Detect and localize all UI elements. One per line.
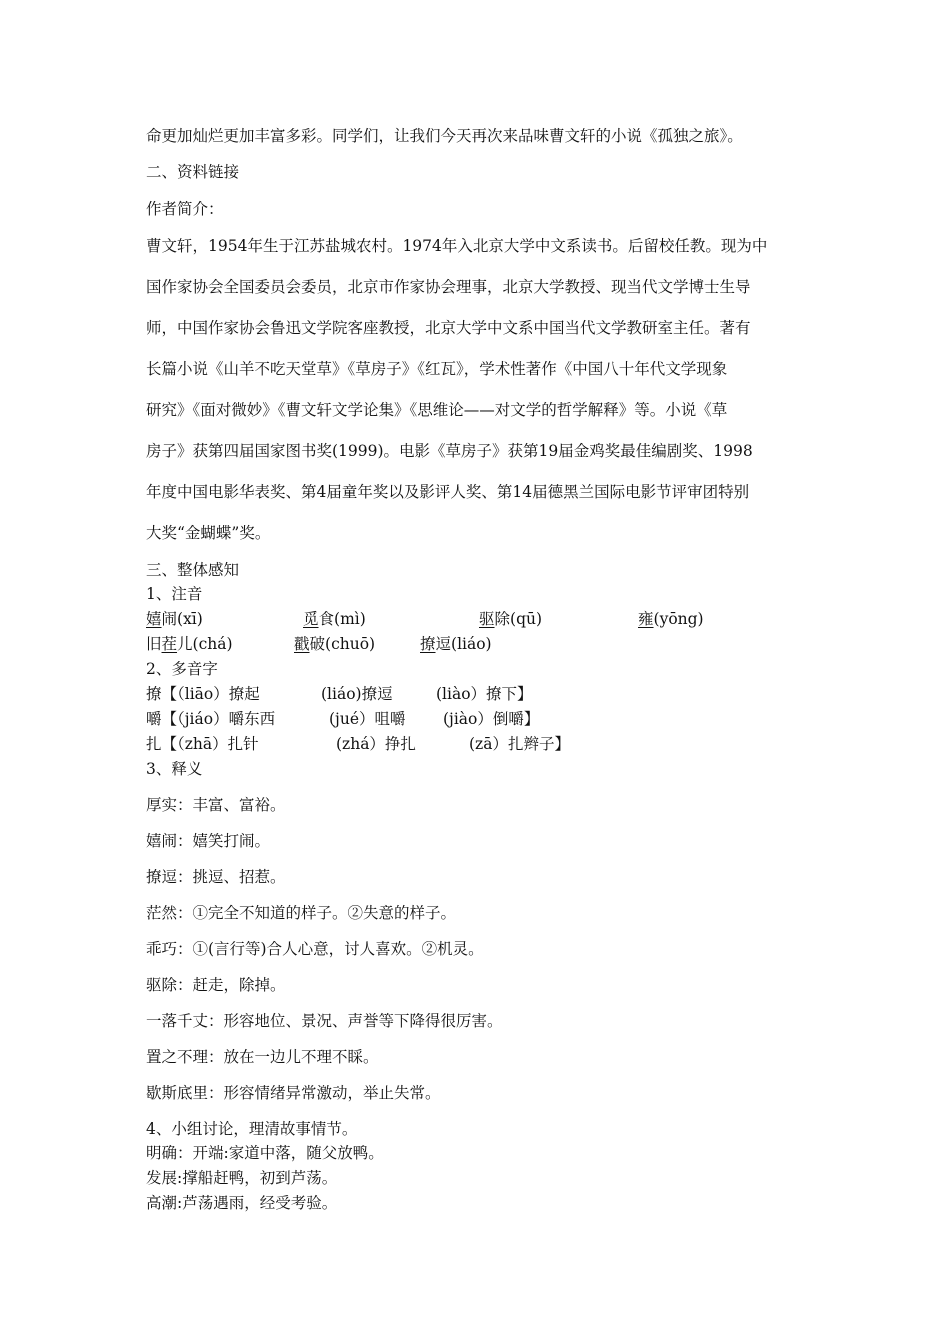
- pinyin-item: 雍(yōng): [638, 610, 704, 628]
- polyphone-col: (liáo)撩逗: [321, 685, 393, 703]
- pinyin-item: 嬉闹(xī): [146, 610, 203, 628]
- polyphone-col: (zhá）挣扎: [336, 735, 416, 753]
- definition-item: 厚实：丰富、富裕。: [146, 796, 286, 814]
- bio-line: 曹文轩，1954年生于江苏盐城农村。1974年入北京大学中文系读书。后留校任教。现为中: [146, 237, 768, 255]
- bio-line: 师，中国作家协会鲁迅文学院客座教授，北京大学中文系中国当代文学教研室主任。著有: [146, 319, 751, 337]
- bio-line: 长篇小说《山羊不吃天堂草》《草房子》《红瓦》，学术性著作《中国八十年代文学现象: [146, 360, 728, 378]
- definition-item: 茫然：①完全不知道的样子。②失意的样子。: [146, 904, 457, 922]
- polyphone-col: (jué）咀嚼: [329, 710, 406, 728]
- bio-line: 年度中国电影华表奖、第4届童年奖以及影评人奖、第14届德黑兰国际电影节评审团特别: [146, 483, 750, 501]
- plot-line: 高潮:芦荡遇雨，经受考验。: [146, 1194, 338, 1212]
- polyphone-col: 扎【（zhā）扎针: [146, 735, 259, 753]
- definition-item: 撩逗：挑逗、招惹。: [146, 868, 286, 886]
- pinyin-item: 戳破(chuō): [294, 635, 376, 653]
- definition-item: 一落千丈：形容地位、景况、声誉等下降得很厉害。: [146, 1012, 503, 1030]
- pinyin-item: 撩逗(liáo): [420, 635, 492, 653]
- section-heading-2: 二、资料链接: [146, 163, 240, 181]
- discussion-heading: 4、小组讨论，理清故事情节。: [146, 1120, 358, 1138]
- bio-line: 大奖“金蝴蝶”奖。: [146, 524, 271, 542]
- definition-item: 置之不理：放在一边儿不理不睬。: [146, 1048, 379, 1066]
- polyphone-col: (liào）撩下】: [436, 685, 533, 703]
- pinyin-item: 旧茬儿(chá): [146, 635, 233, 653]
- definition-heading: 3、释义: [146, 760, 203, 778]
- definition-item: 歇斯底里：形容情绪异常激动，举止失常。: [146, 1084, 441, 1102]
- plot-line: 发展:撑船赶鸭，初到芦荡。: [146, 1169, 338, 1187]
- author-heading: 作者简介：: [146, 200, 224, 218]
- polyphone-col: 嚼【（jiáo）嚼东西: [146, 710, 276, 728]
- bio-line: 房子》获第四届国家图书奖(1999)。电影《草房子》获第19届金鸡奖最佳编剧奖、1998: [146, 442, 753, 460]
- intro-tail: 命更加灿烂更加丰富多彩。同学们，让我们今天再次来品味曹文轩的小说《孤独之旅》。: [146, 127, 743, 145]
- polyphone-col: (zā）扎辫子】: [469, 735, 570, 753]
- pinyin-heading: 1、注音: [146, 585, 203, 603]
- bio-line: 研究》《面对微妙》《曹文轩文学论集》《思维论——对文学的哲学解释》等。小说《草: [146, 401, 728, 419]
- plot-line: 明确：开端:家道中落，随父放鸭。: [146, 1144, 384, 1162]
- polyphone-col: 撩【（liāo）撩起: [146, 685, 260, 703]
- polyphone-col: (jiào）倒嚼】: [443, 710, 540, 728]
- polyphone-heading: 2、多音字: [146, 660, 218, 678]
- section-heading-3: 三、整体感知: [146, 561, 240, 579]
- definition-item: 嬉闹：嬉笑打闹。: [146, 832, 271, 850]
- pinyin-item: 觅食(mì): [303, 610, 366, 628]
- bio-line: 国作家协会全国委员会委员，北京市作家协会理事，北京大学教授、现当代文学博士生导: [146, 278, 751, 296]
- definition-item: 驱除：赶走，除掉。: [146, 976, 286, 994]
- pinyin-item: 驱除(qū): [479, 610, 543, 628]
- definition-item: 乖巧：①(言行等)合人心意，讨人喜欢。②机灵。: [146, 940, 484, 958]
